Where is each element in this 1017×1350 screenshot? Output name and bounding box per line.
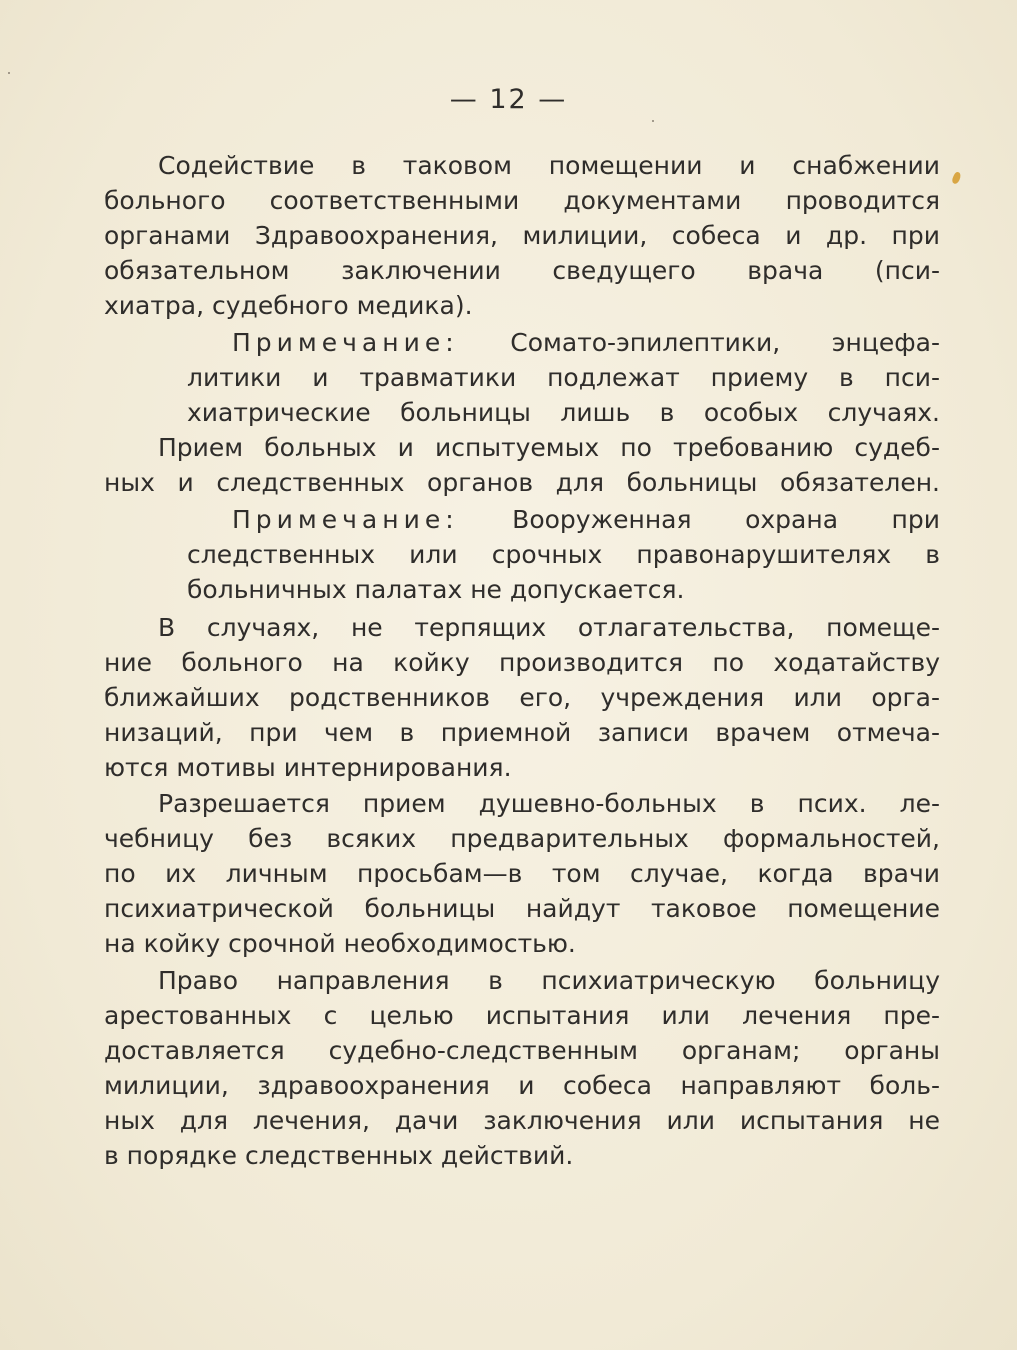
- ink-stain: [951, 171, 962, 185]
- paragraph-2-line-2: ных и следственных органов для больницы обязателен.: [104, 468, 940, 497]
- paragraph-1-line-3: органами Здравоохранения, милиции, собеса и др. при: [104, 221, 940, 250]
- paragraph-4-line-5: на койку срочной необходимостью.: [104, 929, 576, 958]
- paragraph-4-line-4: психиатрической больницы найдут таковое помещение: [104, 894, 940, 923]
- note-1-line-2: литики и травматики подлежат приему в пси-: [187, 363, 940, 392]
- paragraph-1-line-4: обязательном заключении сведущего врача (пси-: [104, 256, 940, 285]
- note-2-line-3: больничных палатах не допускается.: [187, 575, 685, 604]
- paragraph-3-line-1: В случаях, не терпящих отлагательства, помеще-: [158, 613, 940, 642]
- note-1-line-3: хиатрические больницы лишь в особых случаях.: [187, 398, 940, 427]
- page-number: — 12 —: [449, 84, 568, 115]
- paragraph-5-line-1: Право направления в психиатрическую больницу: [158, 966, 940, 995]
- paper-speck: [8, 72, 10, 74]
- paragraph-4-line-1: Разрешается прием душевно-больных в псих. ле-: [158, 789, 940, 818]
- paragraph-4-line-2: чебницу без всяких предварительных формальностей,: [104, 824, 940, 853]
- note-2-line-1: [232, 502, 940, 537]
- note-2-first-line-text: Вооруженная охрана при: [458, 505, 940, 534]
- note-1-line-1: [232, 325, 940, 360]
- note-2-line-2: следственных или срочных правонарушителях в: [187, 540, 940, 569]
- paragraph-4-line-3: по их личным просьбам—в том случае, когда врачи: [104, 859, 940, 888]
- paper-speck: [652, 120, 654, 122]
- paragraph-2-line-1: Прием больных и испытуемых по требованию судеб-: [158, 433, 940, 462]
- note-2-label: Примечание:: [232, 505, 459, 534]
- note-1-first-line-text: Сомато-эпилептики, энцефа-: [458, 328, 940, 357]
- paragraph-3-line-3: ближайших родственников его, учреждения или орга-: [104, 683, 940, 712]
- paragraph-3-line-4: низаций, при чем в приемной записи врачем отмеча-: [104, 718, 940, 747]
- paragraph-1-line-5: хиатра, судебного медика).: [104, 291, 473, 320]
- paragraph-5-line-4: милиции, здравоохранения и собеса направляют боль-: [104, 1071, 940, 1100]
- paragraph-3-line-2: ние больного на койку производится по ходатайству: [104, 648, 940, 677]
- paragraph-3-line-5: ются мотивы интернирования.: [104, 753, 512, 782]
- paragraph-5-line-3: доставляется судебно-следственным органам; органы: [104, 1036, 940, 1065]
- paragraph-1-line-2: больного соответственными документами проводится: [104, 186, 940, 215]
- note-1-label: Примечание:: [232, 328, 459, 357]
- paragraph-5-line-2: арестованных с целью испытания или лечения пре-: [104, 1001, 940, 1030]
- paragraph-5-line-6: в порядке следственных действий.: [104, 1141, 574, 1170]
- paragraph-5-line-5: ных для лечения, дачи заключения или испытания не: [104, 1106, 940, 1135]
- paragraph-1-line-1: Содействие в таковом помещении и снабжении: [158, 151, 940, 180]
